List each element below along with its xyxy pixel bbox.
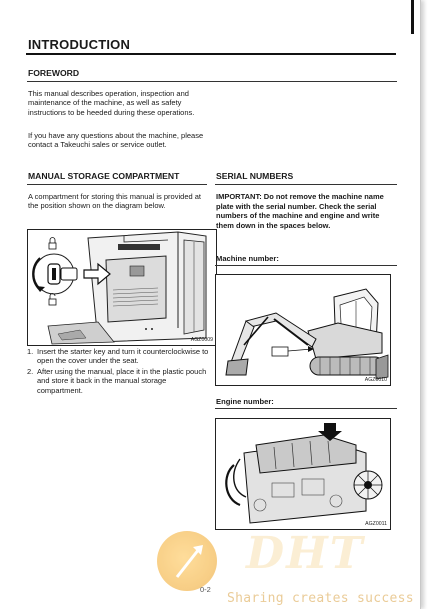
storage-heading: MANUAL STORAGE COMPARTMENT	[28, 171, 180, 181]
machine-figure-code: AGZ0010	[364, 377, 387, 383]
serial-important-note: IMPORTANT: Do not remove the machine name plate with the serial number. Check the serial numbers of the machine and engine and write them down in the spaces below.	[216, 192, 384, 230]
storage-step	[27, 347, 212, 366]
corner-mark	[411, 0, 414, 34]
excavator-illustration	[216, 275, 390, 385]
watermark-arrow-icon	[157, 531, 217, 591]
storage-intro: A compartment for storing this manual is provided at the position shown on the diagram below.	[28, 192, 201, 211]
foreword-paragraph-1: This manual describes operation, inspection and maintenance of the machine, as well as safety instructions to be heeded during these operations.	[28, 89, 195, 117]
machine-number-rule	[215, 265, 397, 266]
step-text: After using the manual, place it in the plastic pouch and store it back in the manual storage compartment.	[37, 366, 207, 395]
engine-number-rule	[215, 408, 397, 409]
machine-figure	[215, 274, 391, 386]
storage-figure-code: AGZ0009	[190, 337, 213, 343]
engine-figure-code: AGZ0011	[365, 521, 387, 527]
machine-number-label: Machine number:	[216, 254, 279, 263]
storage-step	[27, 367, 212, 395]
storage-steps	[27, 347, 212, 396]
engine-number-label: Engine number:	[216, 397, 274, 406]
watermark-emblem	[157, 531, 217, 591]
step-number: 1.	[27, 347, 34, 356]
storage-compartment-illustration	[28, 230, 216, 345]
step-number: 2.	[27, 366, 34, 376]
watermark-logo: DHT	[246, 528, 365, 579]
page-number: 0-2	[200, 585, 211, 594]
serial-rule	[215, 184, 397, 185]
title-rule	[26, 53, 396, 55]
foreword-paragraph-2: If you have any questions about the machine, please contact a Takeuchi sales or service outlet.	[28, 131, 204, 150]
engine-illustration	[216, 419, 390, 529]
engine-figure	[215, 418, 391, 530]
storage-compartment-figure	[27, 229, 217, 346]
storage-rule	[27, 184, 207, 185]
page-title: INTRODUCTION	[28, 37, 131, 52]
foreword-heading: FOREWORD	[28, 68, 80, 78]
serial-heading: SERIAL NUMBERS	[216, 171, 294, 181]
step-text: Insert the starter key and turn it counterclockwise to open the cover under the seat.	[37, 347, 209, 366]
watermark-slogan: Sharing creates success	[227, 591, 414, 606]
foreword-rule	[27, 81, 397, 82]
